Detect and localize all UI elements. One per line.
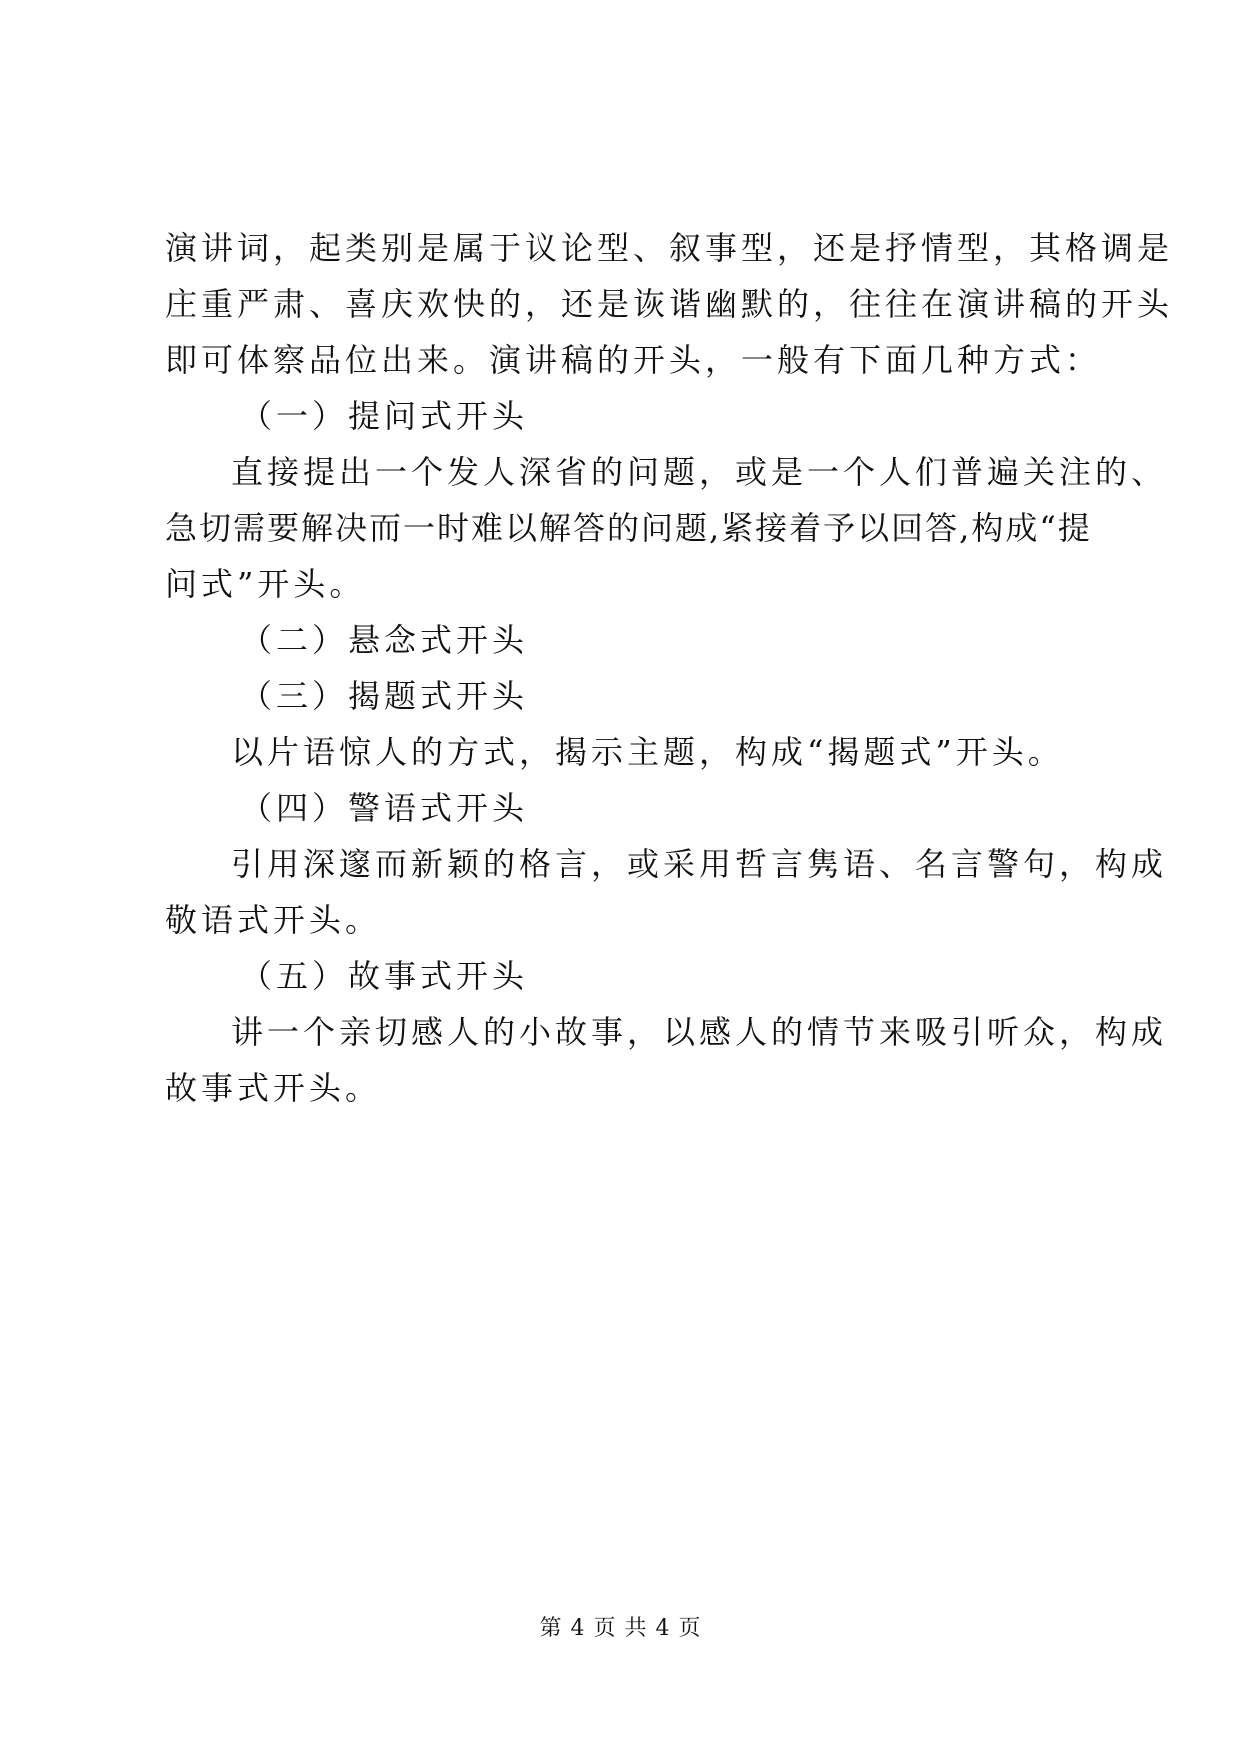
paragraph-line: 即可体察品位出来。演讲稿的开头，一般有下面几种方式： xyxy=(165,341,1102,379)
paragraph-line: 引用深邃而新颖的格言，或采用哲言隽语、名言警句，构成 xyxy=(231,845,1168,883)
paragraph-line: 敬语式开头。 xyxy=(165,901,382,939)
section-heading: （五）故事式开头 xyxy=(240,957,529,995)
paragraph-line: 急切需要解决而一时难以解答的问题,紧接着予以回答,构成“提 xyxy=(165,509,1092,547)
paragraph-line: 以片语惊人的方式，揭示主题，构成“揭题式”开头。 xyxy=(231,733,1064,771)
section-heading: （三）揭题式开头 xyxy=(240,677,529,715)
paragraph-line: 演讲词，起类别是属于议论型、叙事型，还是抒情型，其格调是 xyxy=(165,229,1174,267)
section-heading: （四）警语式开头 xyxy=(240,789,529,827)
section-heading: （一）提问式开头 xyxy=(240,397,529,435)
paragraph-line: 直接提出一个发人深省的问题，或是一个人们普遍关注的、 xyxy=(231,453,1168,491)
paragraph-line: 讲一个亲切感人的小故事，以感人的情节来吸引听众，构成 xyxy=(231,1013,1168,1051)
section-heading: （二）悬念式开头 xyxy=(240,621,529,659)
page-number-footer: 第 4 页 共 4 页 xyxy=(539,1616,702,1641)
paragraph-line: 问式”开头。 xyxy=(165,565,366,603)
paragraph-line: 庄重严肃、喜庆欢快的，还是诙谐幽默的，往往在演讲稿的开头 xyxy=(165,285,1174,323)
paragraph-line: 故事式开头。 xyxy=(165,1069,382,1107)
